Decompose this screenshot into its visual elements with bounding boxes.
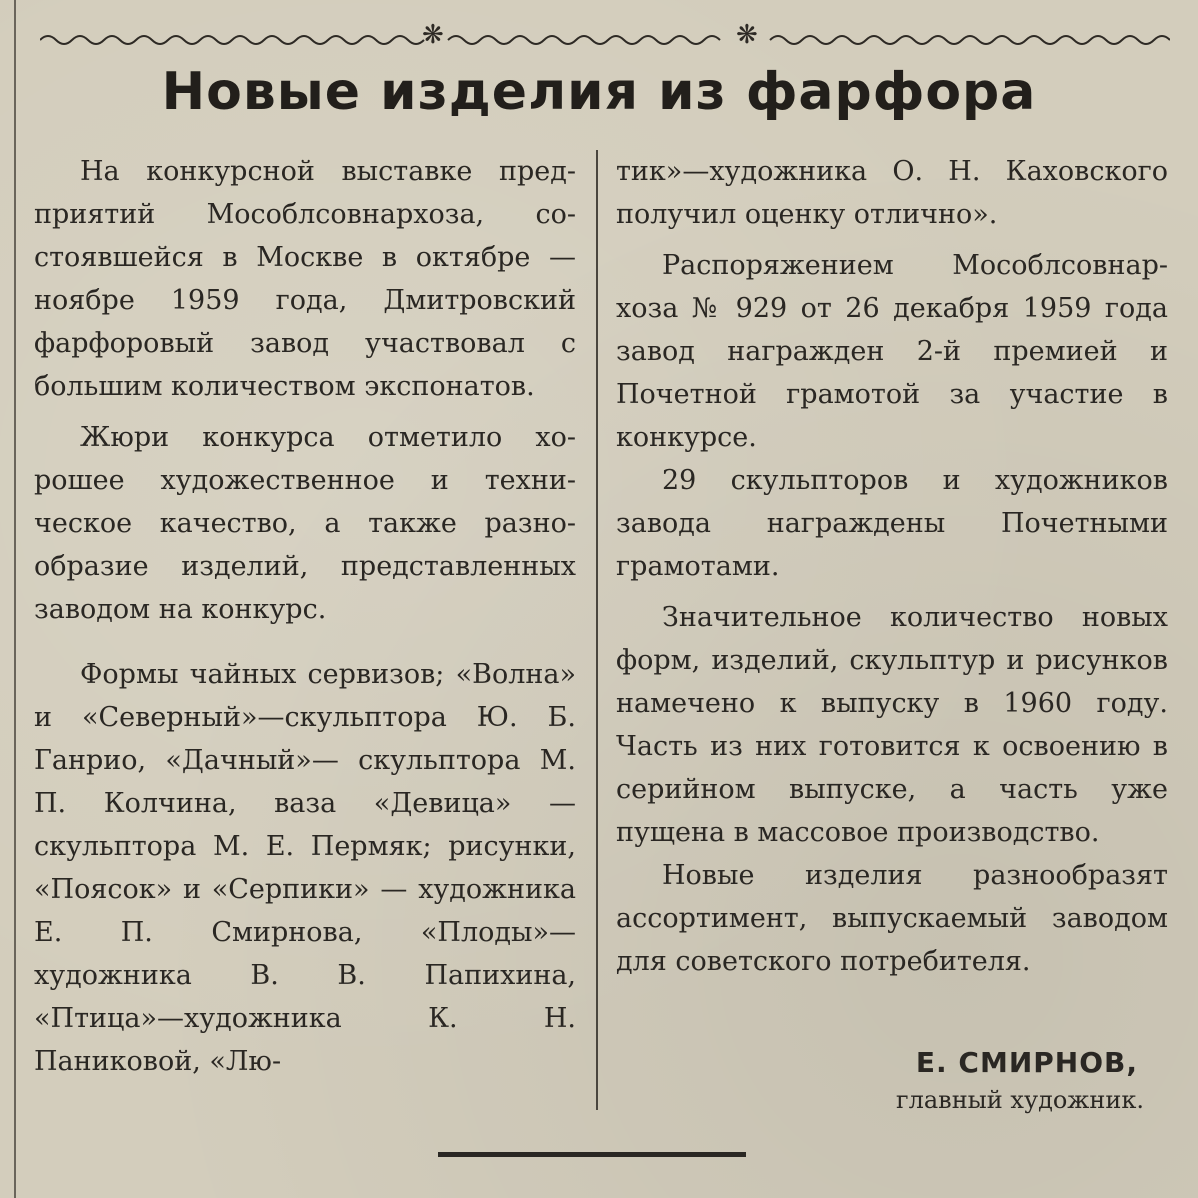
paragraph: 29 скульпторов и художников завода награждены Почетными грамотами. xyxy=(616,465,1168,582)
paragraph: Распоряжением Мособлсовнархоза № 929 от 26 декабря 1959 года завод награжден 2-й премией и Почетной грамотой за участие в конкурсе. xyxy=(616,250,1168,453)
article-column-right xyxy=(616,150,1168,983)
paragraph: Формы чайных сервизов; «Волна» и «Северный»—скульптора Ю. Б. Ганрио, «Дачный»— скульптора М. П. Колчина, ваза «Девица» — скульптора М. Е. Пермяк; рисунки, «Поясок» и «Серпики» — художника Е. П. Смирнова, «Плоды»—художника В. В. Папихина, «Птица»—художника К. Н. Паниковой, «Лю- xyxy=(34,659,576,1077)
author-role: главный художник. xyxy=(896,1086,1144,1114)
bottom-rule xyxy=(438,1152,746,1157)
ornament-icon: ❋ xyxy=(736,20,758,50)
paragraph: тик»—художника О. Н. Каховского получил оценку отлично». xyxy=(616,156,1168,230)
ornament-icon: ❋ xyxy=(422,20,444,50)
paragraph: На конкурсной выставке предприятий Мособлсовнархоза, состоявшейся в Москве в октябре —ноябре 1959 года, Дмитровский фарфоровый завод участвовал с большим количеством экспонатов. xyxy=(34,156,576,402)
paragraph: Жюри конкурса отметило хорошее художественное и техническое качество, а также разнообразие изделий, представленных заводом на конкурс. xyxy=(34,422,576,625)
article-title: Новые изделия из фарфора xyxy=(161,62,1037,122)
column-divider xyxy=(596,150,598,1110)
wavy-rule xyxy=(40,26,1170,48)
top-ornament-border xyxy=(40,20,1170,50)
adjacent-column-edge xyxy=(0,0,16,1198)
paragraph: Новые изделия разнообразят ассортимент, выпускаемый заводом для советского потребителя. xyxy=(616,860,1168,977)
author-name: Е. СМИРНОВ, xyxy=(915,1046,1138,1079)
article-column-left xyxy=(34,150,576,1083)
paragraph: Значительное количество новых форм, изделий, скульптур и рисунков намечено к выпуску в 1960 году. Часть из них готовится к освоению в серийном выпуске, а часть уже пущена в массовое производство. xyxy=(616,602,1168,848)
